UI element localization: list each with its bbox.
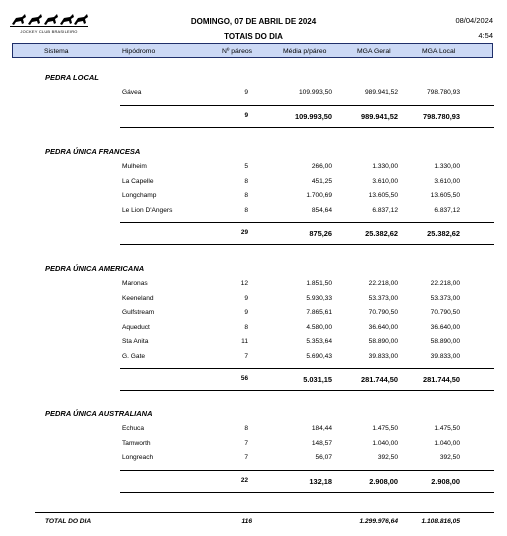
row-mga-geral: 3.610,00 bbox=[372, 177, 398, 185]
row-hipodromo: Keeneland bbox=[122, 294, 154, 302]
subtotal-mga-local: 798.780,93 bbox=[423, 111, 460, 121]
row-hipodromo: La Capelle bbox=[122, 177, 154, 185]
row-mga-local: 13.605,50 bbox=[430, 192, 460, 199]
column-header-bar bbox=[12, 43, 493, 58]
row-hipodromo: Longchamp bbox=[122, 192, 157, 199]
subtotal-mga-geral: 25.382,62 bbox=[365, 229, 398, 238]
row-mga-local: 53.373,00 bbox=[430, 294, 460, 302]
row-mga-local: 39.833,00 bbox=[430, 352, 460, 360]
row-mga-geral: 22.218,00 bbox=[368, 280, 398, 287]
subtotal-mga-local: 2.908,00 bbox=[431, 476, 460, 486]
row-mga-geral: 6.837,12 bbox=[372, 206, 398, 214]
row-hipodromo: Sta Anita bbox=[122, 338, 149, 345]
section-title: PEDRA ÚNICA AMERICANA bbox=[45, 264, 145, 273]
subtotal-pareos: 29 bbox=[240, 229, 248, 236]
row-mga-local: 70.790,50 bbox=[430, 309, 460, 316]
row-pareos: 8 bbox=[244, 425, 248, 432]
row-hipodromo: G. Gate bbox=[122, 352, 146, 360]
row-mga-local: 36.640,00 bbox=[430, 323, 460, 331]
row-pareos: 7 bbox=[244, 439, 248, 447]
row-mga-local: 798.780,93 bbox=[426, 89, 460, 96]
row-hipodromo: Tamworth bbox=[122, 439, 151, 447]
subtotal-rule bbox=[120, 127, 494, 128]
total-pareos: 116 bbox=[241, 518, 252, 525]
row-pareos: 9 bbox=[244, 309, 248, 316]
row-mga-local: 1.330,00 bbox=[434, 163, 460, 170]
subtotal-pareos: 56 bbox=[240, 375, 248, 382]
row-media: 266,00 bbox=[311, 163, 332, 170]
col-media: Média p/páreo bbox=[283, 48, 327, 55]
subtotal-media: 875,26 bbox=[309, 229, 332, 238]
subtotal-mga-geral: 281.744,50 bbox=[361, 375, 398, 384]
row-media: 4.580,00 bbox=[306, 323, 332, 331]
row-mga-geral: 39.833,00 bbox=[368, 352, 398, 360]
row-media: 7.865,61 bbox=[306, 309, 332, 316]
subtotal-rule bbox=[120, 390, 494, 391]
report-subtitle: TOTAIS DO DIA bbox=[224, 32, 283, 41]
section-rule bbox=[120, 222, 494, 223]
subtotal-mga-local: 281.744,50 bbox=[423, 375, 460, 384]
row-hipodromo: Mulheim bbox=[122, 163, 147, 170]
row-pareos: 9 bbox=[244, 89, 248, 96]
row-hipodromo: Gulfstream bbox=[122, 309, 155, 316]
report-time: 4:54 bbox=[478, 31, 493, 40]
section-rule bbox=[120, 470, 494, 471]
row-hipodromo: Gávea bbox=[122, 89, 142, 96]
subtotal-mga-local: 25.382,62 bbox=[427, 229, 460, 238]
row-mga-local: 6.837,12 bbox=[434, 206, 460, 214]
section-rule bbox=[120, 368, 494, 369]
row-pareos: 11 bbox=[241, 338, 248, 345]
row-mga-local: 392,50 bbox=[439, 454, 460, 461]
row-mga-local: 1.040,00 bbox=[434, 439, 460, 447]
row-hipodromo: Echuca bbox=[122, 425, 144, 432]
row-pareos: 12 bbox=[240, 280, 248, 287]
col-mga-geral: MGA Geral bbox=[357, 48, 391, 55]
row-mga-geral: 392,50 bbox=[377, 454, 398, 461]
row-mga-geral: 1.040,00 bbox=[372, 439, 398, 447]
row-media: 854,64 bbox=[311, 206, 332, 214]
row-media: 56,07 bbox=[315, 454, 332, 461]
row-media: 1.851,50 bbox=[306, 280, 332, 287]
section-rule bbox=[120, 105, 494, 106]
subtotal-rule bbox=[120, 492, 494, 493]
report-date: 08/04/2024 bbox=[455, 16, 493, 25]
section-title: PEDRA ÚNICA FRANCESA bbox=[45, 147, 141, 156]
logo-caption: JOCKEY CLUB BRASILEIRO bbox=[20, 29, 78, 34]
row-mga-geral: 36.640,00 bbox=[368, 323, 398, 331]
row-mga-geral: 58.890,00 bbox=[368, 338, 398, 345]
row-media: 109.993,50 bbox=[298, 89, 332, 96]
subtotal-media: 132,18 bbox=[309, 476, 332, 486]
subtotal-pareos: 9 bbox=[244, 111, 248, 119]
row-media: 5.353,64 bbox=[306, 338, 332, 345]
total-rule bbox=[35, 512, 494, 513]
section-title: PEDRA ÚNICA AUSTRALIANA bbox=[45, 409, 153, 418]
row-media: 184,44 bbox=[311, 425, 332, 432]
row-mga-geral: 1.475,50 bbox=[372, 425, 398, 432]
row-pareos: 5 bbox=[244, 163, 248, 170]
row-hipodromo: Maronas bbox=[122, 280, 148, 287]
row-pareos: 7 bbox=[244, 352, 248, 360]
row-pareos: 8 bbox=[244, 323, 248, 331]
total-label: TOTAL DO DIA bbox=[45, 518, 92, 525]
col-hipodromo: Hipódromo bbox=[122, 48, 156, 55]
col-sistema: Sistema bbox=[44, 48, 69, 55]
col-pareos: Nº páreos bbox=[222, 48, 253, 55]
subtotal-media: 5.031,15 bbox=[303, 375, 332, 384]
report-title: DOMINGO, 07 DE ABRIL DE 2024 bbox=[190, 17, 317, 26]
col-mga-local: MGA Local bbox=[422, 48, 456, 55]
row-mga-geral: 989.941,52 bbox=[364, 89, 398, 96]
row-pareos: 8 bbox=[244, 192, 248, 199]
row-hipodromo: Longreach bbox=[122, 454, 154, 461]
row-hipodromo: Aqueduct bbox=[122, 323, 150, 331]
row-mga-local: 58.890,00 bbox=[430, 338, 460, 345]
row-media: 451,25 bbox=[311, 177, 332, 185]
row-mga-geral: 70.790,50 bbox=[368, 309, 398, 316]
row-mga-local: 22.218,00 bbox=[430, 280, 460, 287]
row-hipodromo: Le Lion D'Angers bbox=[122, 206, 173, 214]
row-mga-local: 3.610,00 bbox=[434, 177, 460, 185]
total-mga-geral: 1.299.976,64 bbox=[359, 518, 398, 525]
row-pareos: 8 bbox=[244, 206, 248, 214]
row-media: 148,57 bbox=[311, 439, 332, 447]
subtotal-rule bbox=[120, 244, 494, 245]
section-title: PEDRA LOCAL bbox=[45, 73, 99, 82]
row-pareos: 9 bbox=[244, 294, 248, 302]
subtotal-mga-geral: 2.908,00 bbox=[369, 476, 398, 486]
total-mga-local: 1.108.816,05 bbox=[421, 518, 460, 525]
row-mga-geral: 53.373,00 bbox=[368, 294, 398, 302]
row-mga-geral: 13.605,50 bbox=[368, 192, 398, 199]
row-mga-geral: 1.330,00 bbox=[372, 163, 398, 170]
subtotal-pareos: 22 bbox=[240, 476, 248, 484]
row-pareos: 7 bbox=[244, 454, 248, 461]
row-media: 5.930,33 bbox=[306, 294, 332, 302]
row-pareos: 8 bbox=[244, 177, 248, 185]
subtotal-media: 109.993,50 bbox=[295, 111, 332, 121]
row-mga-local: 1.475,50 bbox=[434, 425, 460, 432]
subtotal-mga-geral: 989.941,52 bbox=[361, 111, 398, 121]
row-media: 1.700,69 bbox=[306, 192, 332, 199]
row-media: 5.690,43 bbox=[306, 352, 332, 360]
